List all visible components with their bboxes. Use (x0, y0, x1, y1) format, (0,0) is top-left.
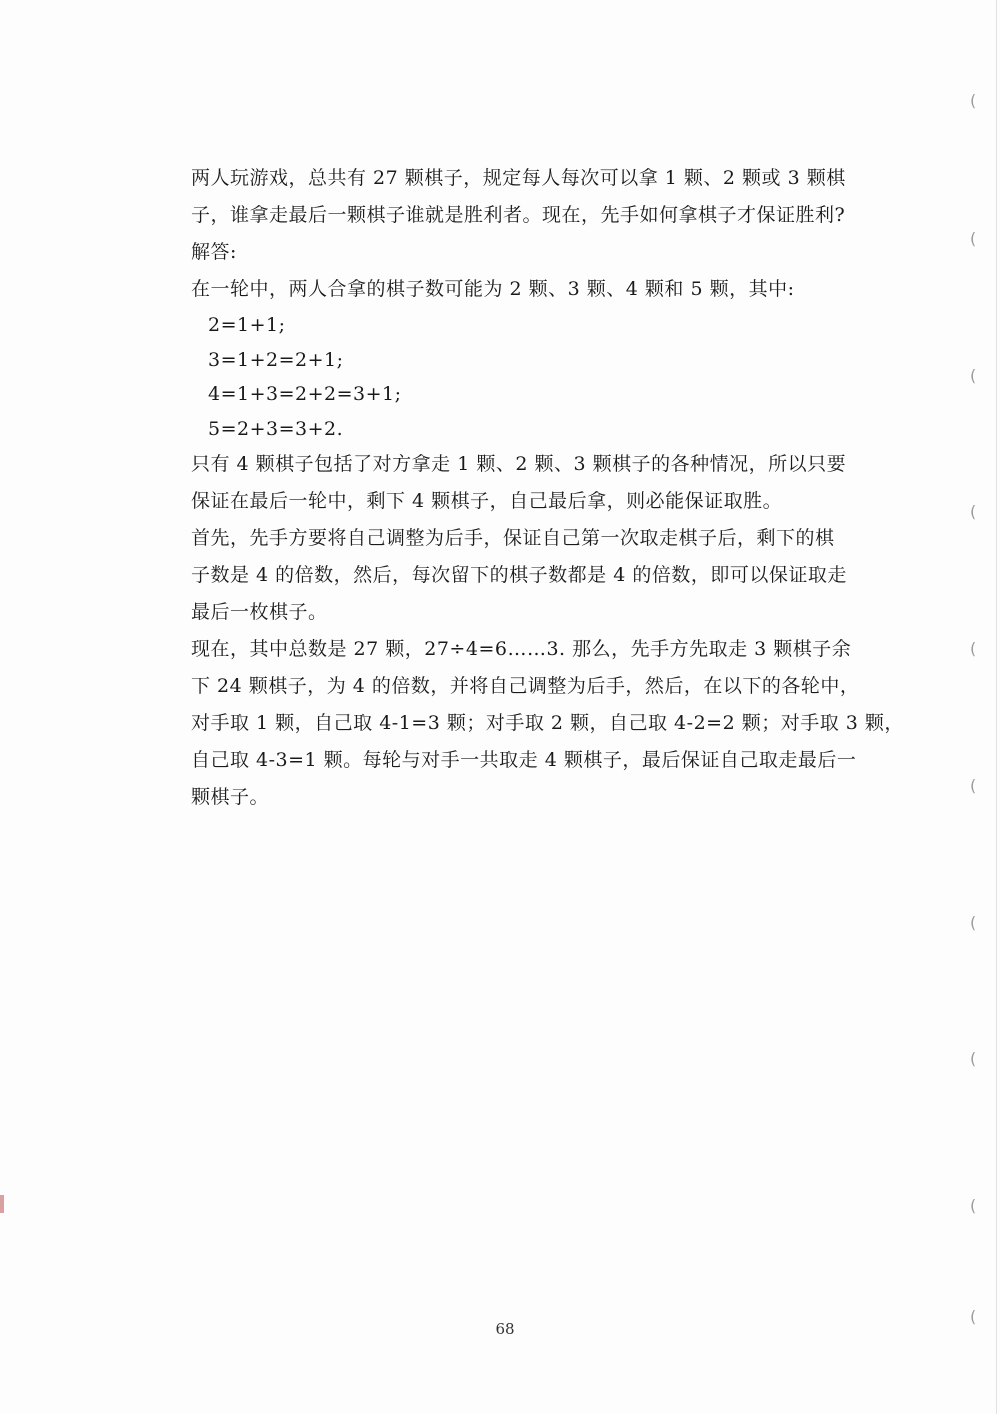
equation-2: 3=1+2=2+1; (208, 348, 344, 371)
equation-3: 4=1+3=2+2=3+1; (208, 383, 402, 405)
paragraph-line: 对手取 1 颗，自己取 4-1=3 颗；对手取 2 颗，自己取 4-2=2 颗；对手取 3 颗， (191, 712, 904, 734)
paragraph-line: 下 24 颗棋子，为 4 的倍数，并将自己调整为后手，然后，在以下的各轮中， (191, 675, 860, 697)
problem-line-2: 子，谁拿走最后一颗棋子谁就是胜利者。现在，先手如何拿棋子才保证胜利? (191, 204, 846, 226)
equation-4: 5=2+3=3+2. (208, 417, 344, 440)
paragraph-line: 颗棋子。 (191, 786, 270, 808)
binder-hole-mark: ( (970, 1196, 977, 1215)
analysis-intro: 在一轮中，两人合拿的棋子数可能为 2 颗、3 颗、4 颗和 5 颗，其中: (191, 278, 795, 300)
paragraph-line: 首先，先手方要将自己调整为后手，保证自己第一次取走棋子后，剩下的棋 (191, 527, 835, 549)
paragraph-line: 最后一枚棋子。 (191, 601, 328, 623)
binder-hole-mark: ( (970, 91, 977, 110)
binder-hole-mark: ( (970, 366, 977, 385)
document-body (191, 160, 904, 816)
binder-hole-mark: ( (970, 776, 977, 795)
paragraph-line: 子数是 4 的倍数，然后，每次留下的棋子数都是 4 的倍数，即可以保证取走 (191, 564, 847, 586)
binder-hole-mark: ( (970, 229, 977, 248)
binder-hole-mark: ( (970, 913, 977, 932)
page-number: 68 (495, 1320, 515, 1338)
binder-hole-mark: ( (970, 639, 977, 658)
equation-1: 2=1+1; (208, 314, 286, 336)
paragraph-line: 只有 4 颗棋子包括了对方拿走 1 颗、2 颗、3 颗棋子的各种情况，所以只要 (191, 453, 847, 475)
binder-hole-mark: ( (970, 502, 977, 521)
edge-mark (0, 1195, 4, 1213)
paragraph-line: 现在，其中总数是 27 颗，27÷4=6……3. 那么，先手方先取走 3 颗棋子余 (191, 638, 852, 660)
paragraph-line: 保证在最后一轮中，剩下 4 颗棋子，自己最后拿，则必能保证取胜。 (191, 490, 783, 512)
paragraph-line: 自己取 4-3=1 颗。每轮与对手一共取走 4 颗棋子，最后保证自己取走最后一 (191, 749, 857, 771)
page-edge-rule (996, 0, 997, 1414)
binder-hole-mark: ( (970, 1049, 977, 1068)
problem-line-1: 两人玩游戏，总共有 27 颗棋子，规定每人每次可以拿 1 颗、2 颗或 3 颗棋 (191, 167, 846, 189)
binder-hole-mark: ( (970, 1307, 977, 1326)
answer-heading: 解答: (191, 241, 237, 263)
